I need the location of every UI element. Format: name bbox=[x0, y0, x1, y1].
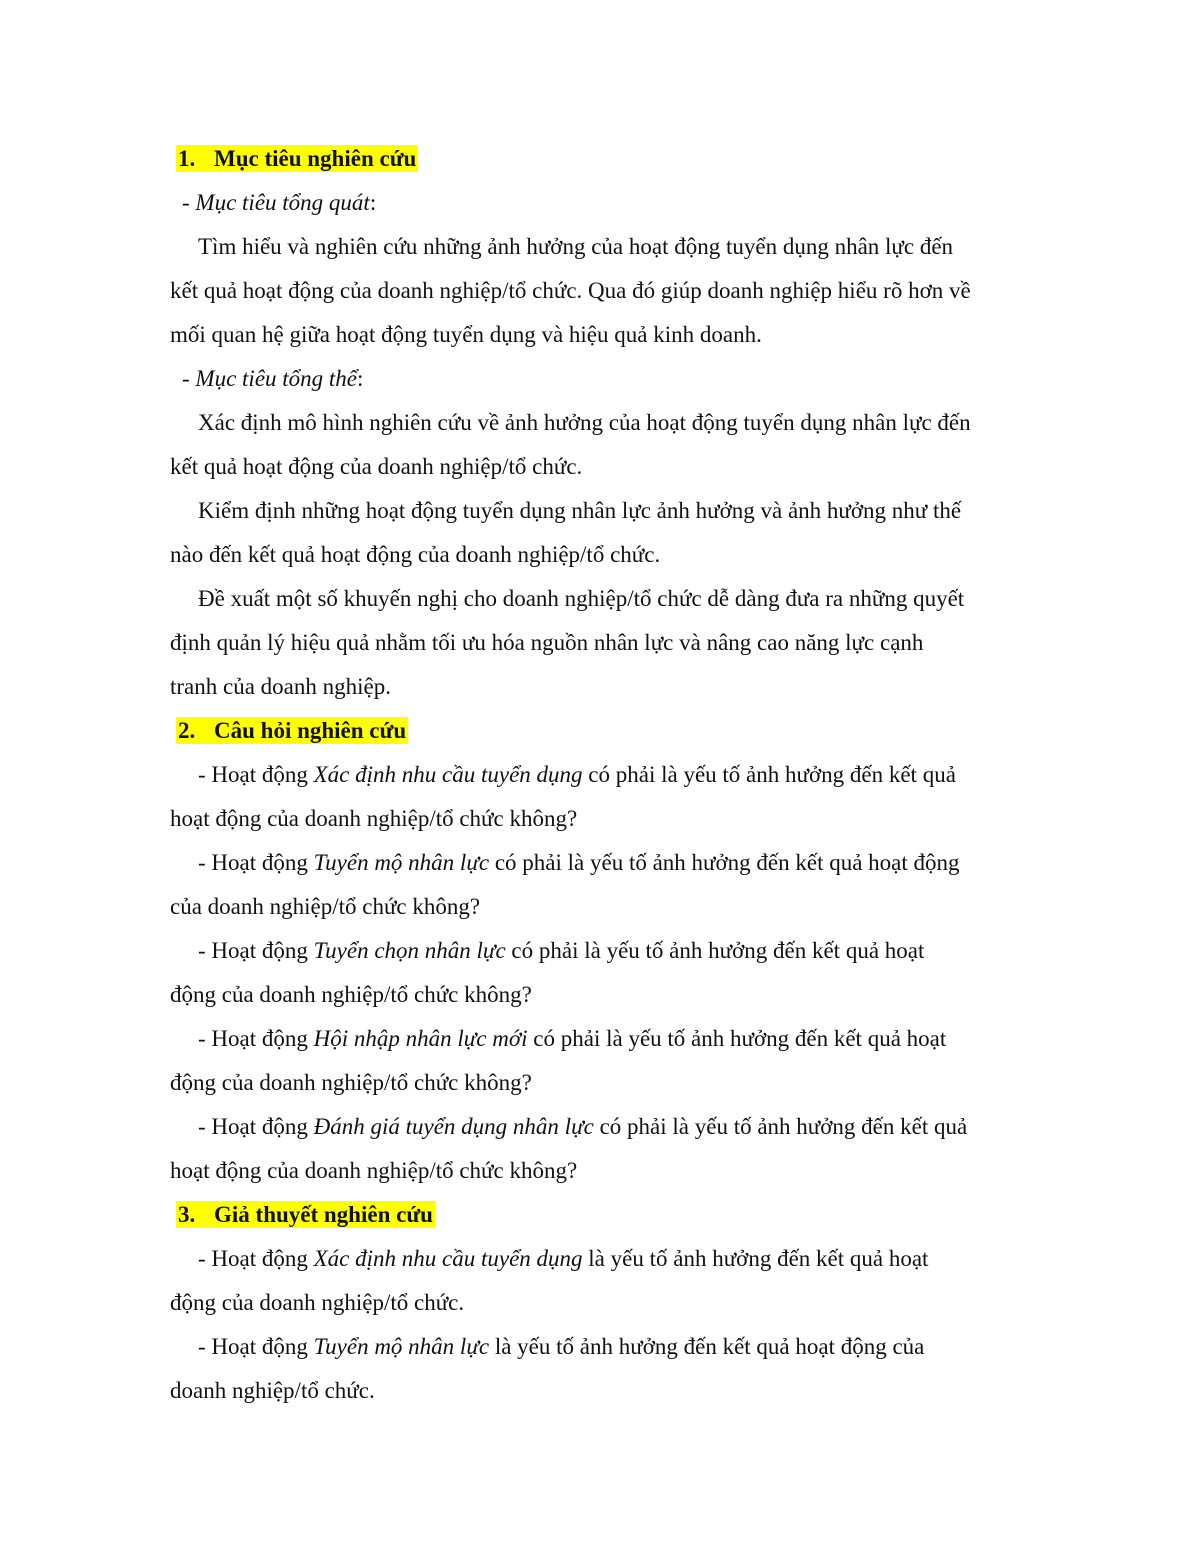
section-title: Giả thuyết nghiên cứu bbox=[214, 1202, 433, 1227]
question-line: - Hoạt động Tuyển chọn nhân lực có phải là yếu tố ảnh hưởng đến kết quả hoạt bbox=[198, 938, 925, 963]
section-heading-3 bbox=[170, 1193, 1070, 1237]
question-line: - Hoạt động Xác định nhu cầu tuyển dụng có phải là yếu tố ảnh hưởng đến kết quả bbox=[198, 762, 956, 787]
section-heading-2 bbox=[170, 709, 1070, 753]
question-line: - Hoạt động Đánh giá tuyển dụng nhân lực có phải là yếu tố ảnh hưởng đến kết quả bbox=[198, 1114, 968, 1139]
question-line: - Hoạt động Hội nhập nhân lực mới có phải là yếu tố ảnh hưởng đến kết quả hoạt bbox=[198, 1026, 947, 1051]
section-heading-1 bbox=[170, 137, 1070, 181]
hypothesis-line: động của doanh nghiệp/tổ chức. bbox=[170, 1290, 465, 1315]
paragraph-line: Tìm hiểu và nghiên cứu những ảnh hưởng của hoạt động tuyển dụng nhân lực đến bbox=[198, 234, 954, 259]
highlighted-heading bbox=[176, 717, 408, 744]
paragraph-line: nào đến kết quả hoạt động của doanh nghiệp/tổ chức. bbox=[170, 542, 661, 567]
paragraph-line: tranh của doanh nghiệp. bbox=[170, 674, 391, 699]
hypothesis-line: - Hoạt động Tuyển mộ nhân lực là yếu tố ảnh hưởng đến kết quả hoạt động của bbox=[198, 1334, 925, 1359]
section-number: 2. bbox=[178, 718, 196, 743]
section-number: 1. bbox=[178, 146, 196, 171]
document-body bbox=[170, 137, 1070, 1413]
subheading-label: Mục tiêu tổng thể bbox=[195, 366, 358, 391]
subheading-general-objective: - Mục tiêu tổng quát: bbox=[182, 190, 377, 215]
highlighted-heading bbox=[176, 145, 418, 172]
section-number: 3. bbox=[178, 1202, 196, 1227]
question-line: của doanh nghiệp/tổ chức không? bbox=[170, 894, 481, 919]
paragraph-line: mối quan hệ giữa hoạt động tuyển dụng và hiệu quả kinh doanh. bbox=[170, 322, 762, 347]
highlighted-heading bbox=[176, 1201, 435, 1228]
paragraph-line: Đề xuất một số khuyến nghị cho doanh nghiệp/tổ chức dễ dàng đưa ra những quyết bbox=[198, 586, 965, 611]
question-line: động của doanh nghiệp/tổ chức không? bbox=[170, 1070, 532, 1095]
question-line: hoạt động của doanh nghiệp/tổ chức không? bbox=[170, 1158, 578, 1183]
hypothesis-line: - Hoạt động Xác định nhu cầu tuyển dụng là yếu tố ảnh hưởng đến kết quả hoạt bbox=[198, 1246, 929, 1271]
paragraph-line: kết quả hoạt động của doanh nghiệp/tổ chức. bbox=[170, 454, 583, 479]
section-title: Câu hỏi nghiên cứu bbox=[214, 718, 407, 743]
paragraph-line: kết quả hoạt động của doanh nghiệp/tổ chức. Qua đó giúp doanh nghiệp hiểu rõ hơn về bbox=[170, 278, 971, 303]
paragraph-line: Kiểm định những hoạt động tuyển dụng nhân lực ảnh hưởng và ảnh hưởng như thế bbox=[198, 498, 962, 523]
question-line: động của doanh nghiệp/tổ chức không? bbox=[170, 982, 532, 1007]
hypothesis-line: doanh nghiệp/tổ chức. bbox=[170, 1378, 375, 1403]
paragraph-line: Xác định mô hình nghiên cứu về ảnh hưởng của hoạt động tuyển dụng nhân lực đến bbox=[198, 410, 971, 435]
subheading-label: Mục tiêu tổng quát bbox=[195, 190, 370, 215]
question-line: - Hoạt động Tuyển mộ nhân lực có phải là yếu tố ảnh hưởng đến kết quả hoạt động bbox=[198, 850, 960, 875]
paragraph-line: định quản lý hiệu quả nhằm tối ưu hóa nguồn nhân lực và nâng cao năng lực cạnh bbox=[170, 630, 924, 655]
question-line: hoạt động của doanh nghiệp/tổ chức không? bbox=[170, 806, 578, 831]
section-title: Mục tiêu nghiên cứu bbox=[214, 146, 417, 171]
subheading-overall-objective: - Mục tiêu tổng thể: bbox=[182, 366, 364, 391]
